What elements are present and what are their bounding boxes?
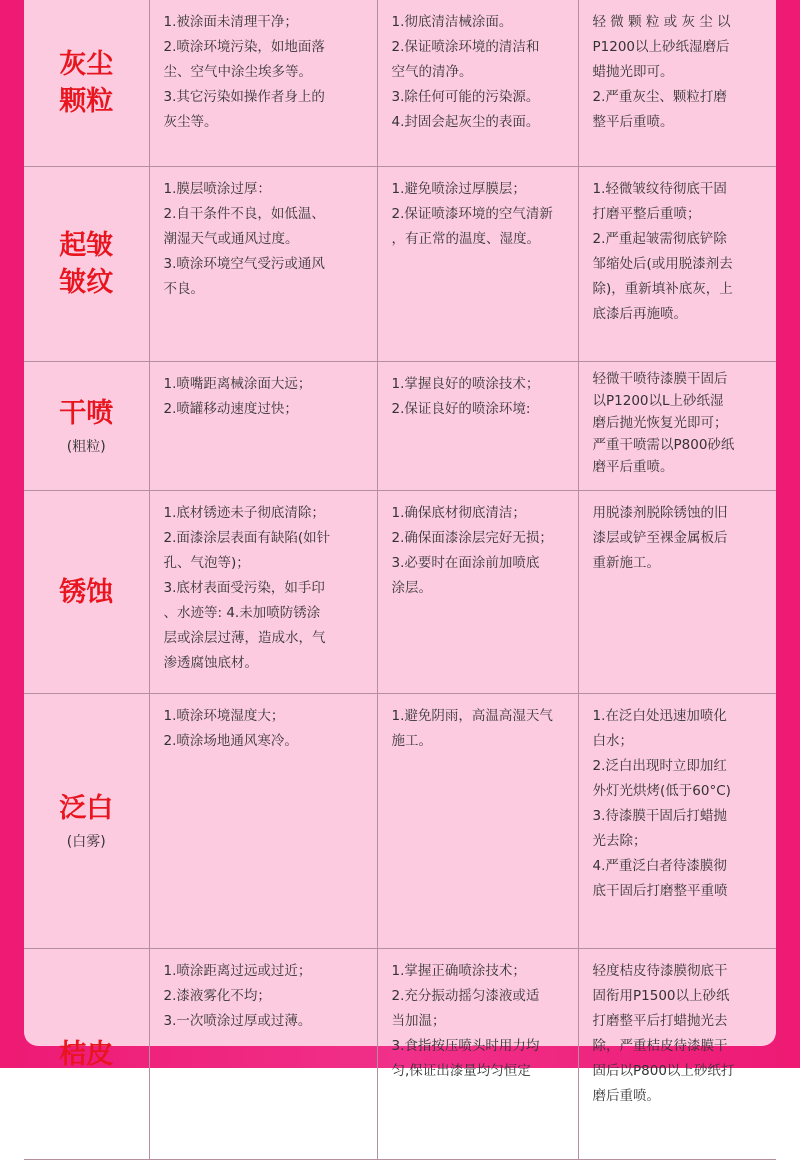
cell-text-line: 涂层。 [391,580,432,596]
cell-text-line: 孔、气泡等)； [163,555,250,571]
cell-text-line: 外灯光烘烤(低于60°C) [592,783,731,799]
cell-text-line: 当加温； [391,1013,446,1029]
cell-text-line: 3.待漆膜干固后打蜡抛 [592,808,727,824]
defect-subtitle: (粗粒) [66,438,106,455]
cell-text-line: 2.保证喷涂环境的清洁和 [391,39,540,55]
defect-name-line: 锈蚀 [59,576,114,608]
prevention-cell [377,694,578,949]
causes-cell [149,694,377,949]
cell-text-line: 漆层或铲至裸金属板后 [592,530,728,546]
cell-text-line: 2.喷罐移动速度过快； [163,401,298,417]
cell-text-line: 不良。 [163,281,204,297]
cell-text-line: 1.膜层喷涂过厚： [163,181,271,197]
causes-cell [149,491,377,694]
causes-cell [149,167,377,362]
cell-text-line: 2.面漆涂层表面有缺陷(如针 [163,530,331,546]
cell-text-line: 层或涂层过薄，造成水，气 [163,630,326,646]
cell-text-line: 磨平后重喷。 [592,459,674,475]
cell-text-line: 1.掌握正确喷涂技术； [391,963,526,979]
cell-text-line: 2.严重灰尘、颗粒打磨 [592,89,727,105]
cell-text-line: 施工。 [391,733,432,749]
cell-text-line: 整平后重喷。 [592,114,674,130]
cell-text-line: 3.一次喷涂过厚或过薄。 [163,1013,312,1029]
cell-text-line: 底干固后打磨整平重喷 [592,883,728,899]
cell-text-line: 4.封固会起灰尘的表面。 [391,114,540,130]
cell-text-line: 除)，重新填补底灰，上 [592,281,733,297]
cell-text-line: P1200以上砂纸湿磨后 [592,39,730,55]
cell-text-line: 轻度桔皮待漆膜彻底干 [592,963,728,979]
cell-text-line: 3.喷涂环境空气受污或通风 [163,256,325,272]
defect-name-cell [24,949,149,1160]
causes-cell [149,0,377,167]
defect-row [24,362,776,491]
defect-name-line: 起皱 [59,230,114,261]
causes-cell [149,362,377,491]
cell-text-line: 1.喷嘴距离械涂面大远； [163,376,312,392]
defect-name-cell [24,694,149,949]
remedy-cell [578,167,776,362]
defect-row [24,491,776,694]
cell-text-line: 固后以P800以上砂纸打 [592,1063,735,1079]
defect-row [24,949,776,1160]
defects-table-panel [24,0,776,1104]
cell-text-line: 严重干喷需以P800砂纸 [592,437,735,453]
cell-text-line: 潮湿天气或通风过度。 [163,231,299,247]
cell-text-line: 除，严重桔皮待漆膜干 [592,1038,728,1054]
cell-text-line: 空气的清净。 [391,64,473,80]
cell-text-line: 3.底材表面受污染，如手印 [163,580,325,596]
cell-text-line: 2.泛白出现时立即加红 [592,758,727,774]
defect-name-line: 颗粒 [59,86,114,117]
cell-text-line: 用脱漆剂脱除锈蚀的旧 [592,505,728,521]
defect-name-line: 灰尘 [59,49,114,80]
cell-text-line: 1.避免喷涂过厚膜层； [391,181,526,197]
defect-name-cell [24,491,149,694]
cell-text-line: 2.喷涂环境污染，如地面落 [163,39,325,55]
cell-text-line: 3.必要时在面涂前加喷底 [391,555,540,571]
cell-text-line: 尘、空气中涂尘埃多等。 [163,64,312,80]
cell-text-line: 光去除； [592,833,647,849]
cell-text-line: 邹缩处后(或用脱漆剂去 [592,256,733,272]
prevention-cell [377,0,578,167]
cell-text-line: 2.保证良好的喷涂环境: [391,401,531,417]
defect-name-line: 干喷 [59,397,114,429]
defect-name-cell [24,167,149,362]
cell-text-line: 1.喷涂距离过远或过近； [163,963,312,979]
cell-text-line: 轻 微 颗 粒 或 灰 尘 以 [592,14,731,30]
cell-text-line: 3.其它污染如操作者身上的 [163,89,325,105]
cell-text-line: 1.彻底清洁械涂面。 [391,14,513,30]
defect-row [24,694,776,949]
cell-text-line: 1.轻微皱纹待彻底干固 [592,181,727,197]
cell-text-line: 固衔用P1500以上砂纸 [592,988,730,1004]
cell-text-line: 以P1200以L上砂纸湿 [592,393,724,409]
cell-text-line: 灰尘等。 [163,114,218,130]
cell-text-line: 1.避免阴雨，高温高湿天气 [391,708,553,724]
cell-text-line: 4.严重泛白者待漆膜彻 [592,858,727,874]
cell-text-line: 磨后抛光恢复光即可； [592,415,728,431]
cell-text-line: 1.被涂面未清理干净； [163,14,298,30]
remedy-cell [578,0,776,167]
paint-defects-table [24,0,776,1160]
cell-text-line: 磨后重喷。 [592,1088,660,1104]
prevention-cell [377,949,578,1160]
prevention-cell [377,362,578,491]
cell-text-line: 1.掌握良好的喷涂技术； [391,376,540,392]
cell-text-line: 2.喷涂场地通风寒冷。 [163,733,298,749]
cell-text-line: 重新施工。 [592,555,660,571]
prevention-cell [377,167,578,362]
remedy-cell [578,491,776,694]
remedy-cell [578,694,776,949]
cell-text-line: ，有正常的温度、湿度。 [391,231,540,247]
cell-text-line: 2.严重起皱需彻底铲除 [592,231,727,247]
cell-text-line: 2.确保面漆涂层完好无损； [391,530,553,546]
cell-text-line: 渗透腐蚀底材。 [163,655,258,671]
cell-text-line: 打磨整平后打蜡抛光去 [592,1013,728,1029]
cell-text-line: 2.漆液雾化不均； [163,988,271,1004]
cell-text-line: 匀,保证出漆量均匀恒定 [391,1063,531,1079]
cell-text-line: 2.保证喷漆环境的空气清新 [391,206,553,222]
defect-name-cell [24,362,149,491]
defect-name-line: 桔皮 [59,1038,114,1070]
defect-row [24,167,776,362]
cell-text-line: 2.自干条件不良，如低温、 [163,206,325,222]
cell-text-line: 轻微干喷待漆膜干固后 [592,371,728,387]
cell-text-line: 1.确保底材彻底清洁； [391,505,526,521]
defect-name-line: 皱纹 [59,267,114,298]
prevention-cell [377,491,578,694]
cell-text-line: 3.除任何可能的污染源。 [391,89,540,105]
cell-text-line: 打磨平整后重喷； [592,206,701,222]
remedy-cell [578,949,776,1160]
cell-text-line: 白水； [592,733,633,749]
cell-text-line: 1.在泛白处迅速加喷化 [592,708,727,724]
cell-text-line: 1.底材锈迹未子彻底清除； [163,505,325,521]
causes-cell [149,949,377,1160]
remedy-cell [578,362,776,491]
cell-text-line: 底漆后再施喷。 [592,306,687,322]
cell-text-line: 蜡抛光即可。 [592,64,674,80]
cell-text-line: 2.充分振动摇匀漆液或适 [391,988,540,1004]
defect-name-line: 泛白 [59,792,114,824]
defect-name-cell [24,0,149,167]
defect-row [24,0,776,167]
cell-text-line: 、水迹等: 4.未加喷防锈涂 [163,605,321,621]
defect-subtitle: (白雾) [66,833,106,850]
cell-text-line: 1.喷涂环境湿度大； [163,708,285,724]
cell-text-line: 3.食指按压喷头时用力均 [391,1038,540,1054]
